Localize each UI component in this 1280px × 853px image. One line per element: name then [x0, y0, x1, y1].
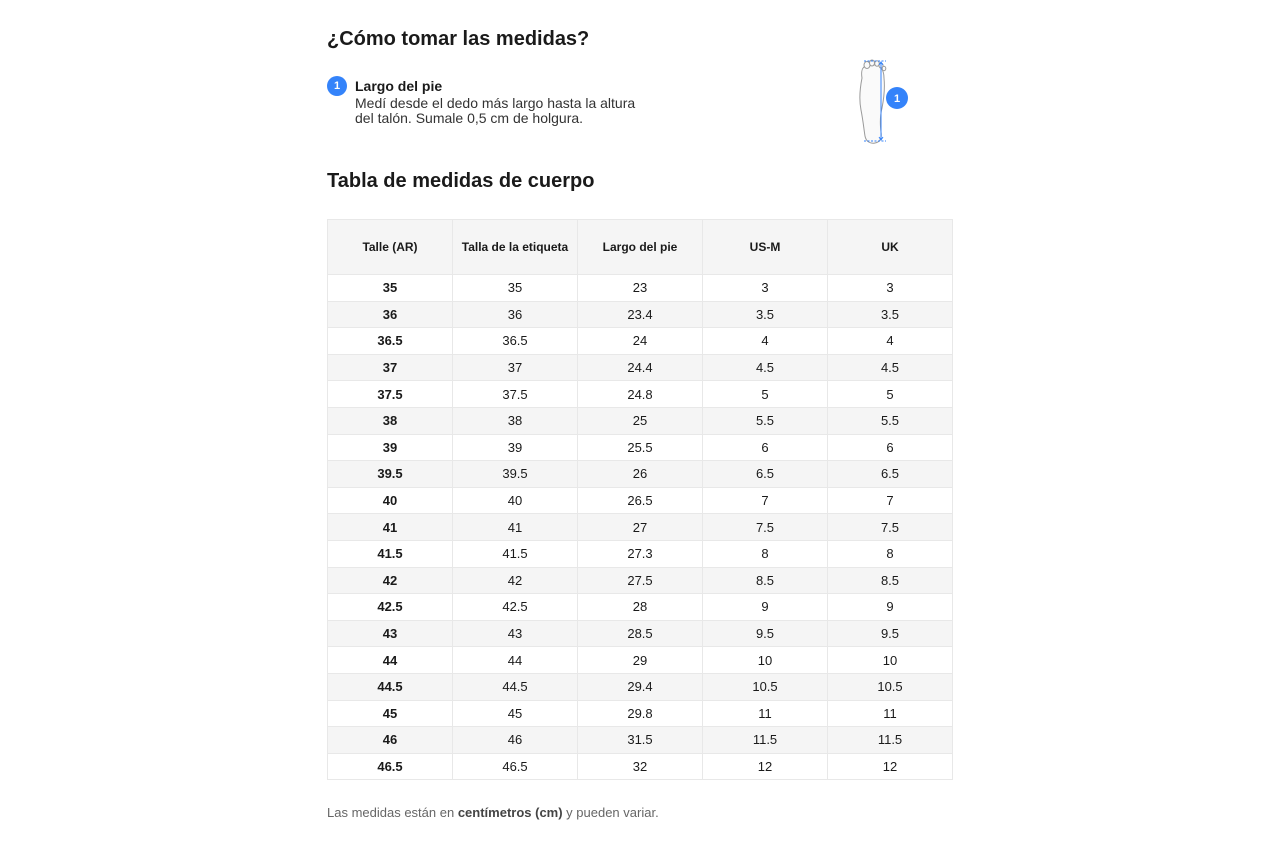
table-cell: 4.5	[703, 354, 828, 381]
table-header-row	[328, 220, 953, 275]
table-cell: 7	[703, 487, 828, 514]
table-cell: 25.5	[578, 434, 703, 461]
table-cell: 7.5	[703, 514, 828, 541]
table-cell: 7	[828, 487, 953, 514]
table-cell: 42.5	[328, 594, 453, 621]
table-row	[328, 620, 953, 647]
table-cell: 24.4	[578, 354, 703, 381]
howto-title: ¿Cómo tomar las medidas?	[327, 28, 590, 50]
table-cell: 4	[828, 328, 953, 355]
table-row	[328, 301, 953, 328]
table-cell: 9	[703, 594, 828, 621]
table-cell: 43	[328, 620, 453, 647]
table-cell: 44	[328, 647, 453, 674]
table-cell: 35	[328, 275, 453, 302]
table-cell: 4.5	[828, 354, 953, 381]
table-cell: 41	[453, 514, 578, 541]
table-cell: 39.5	[453, 461, 578, 488]
table-cell: 35	[453, 275, 578, 302]
table-cell: 6.5	[828, 461, 953, 488]
table-cell: 29.4	[578, 673, 703, 700]
size-table-body	[328, 275, 953, 780]
table-cell: 6	[703, 434, 828, 461]
table-row	[328, 434, 953, 461]
table-cell: 8.5	[703, 567, 828, 594]
table-cell: 24.8	[578, 381, 703, 408]
table-row	[328, 594, 953, 621]
table-row	[328, 381, 953, 408]
table-cell: 46	[328, 727, 453, 754]
table-row	[328, 514, 953, 541]
table-row	[328, 275, 953, 302]
table-cell: 8	[828, 540, 953, 567]
table-cell: 10.5	[703, 673, 828, 700]
table-row	[328, 328, 953, 355]
table-cell: 39	[328, 434, 453, 461]
table-cell: 39.5	[328, 461, 453, 488]
table-cell: 42	[453, 567, 578, 594]
table-cell: 10	[703, 647, 828, 674]
table-cell: 40	[328, 487, 453, 514]
table-cell: 27.5	[578, 567, 703, 594]
table-cell: 5	[828, 381, 953, 408]
table-cell: 3	[828, 275, 953, 302]
step-title: Largo del pie	[355, 78, 443, 94]
header-talla-etiqueta: Talla de la etiqueta	[453, 220, 578, 275]
table-cell: 3	[703, 275, 828, 302]
table-cell: 26.5	[578, 487, 703, 514]
table-cell: 42	[328, 567, 453, 594]
table-cell: 7.5	[828, 514, 953, 541]
table-cell: 29	[578, 647, 703, 674]
table-cell: 11.5	[703, 727, 828, 754]
table-cell: 5	[703, 381, 828, 408]
table-cell: 37.5	[328, 381, 453, 408]
table-row	[328, 407, 953, 434]
table-cell: 9.5	[703, 620, 828, 647]
foot-measure-icon	[844, 58, 914, 148]
table-cell: 29.8	[578, 700, 703, 727]
table-cell: 36.5	[453, 328, 578, 355]
table-cell: 12	[703, 753, 828, 780]
table-row	[328, 753, 953, 780]
table-cell: 5.5	[828, 407, 953, 434]
table-cell: 46.5	[328, 753, 453, 780]
table-row	[328, 567, 953, 594]
table-cell: 44	[453, 647, 578, 674]
table-cell: 39	[453, 434, 578, 461]
table-row	[328, 354, 953, 381]
table-cell: 36.5	[328, 328, 453, 355]
table-cell: 27.3	[578, 540, 703, 567]
table-cell: 36	[453, 301, 578, 328]
table-cell: 43	[453, 620, 578, 647]
table-row	[328, 727, 953, 754]
table-cell: 6.5	[703, 461, 828, 488]
table-cell: 23.4	[578, 301, 703, 328]
table-row	[328, 647, 953, 674]
footnote-prefix: Las medidas están en	[327, 805, 458, 820]
table-cell: 5.5	[703, 407, 828, 434]
table-cell: 10	[828, 647, 953, 674]
table-cell: 28.5	[578, 620, 703, 647]
table-cell: 44.5	[453, 673, 578, 700]
table-cell: 41.5	[453, 540, 578, 567]
step-description: Medí desde el dedo más largo hasta la altura del talón. Sumale 0,5 cm de holgura.	[355, 95, 636, 126]
table-cell: 38	[328, 407, 453, 434]
table-row	[328, 461, 953, 488]
table-cell: 8	[703, 540, 828, 567]
footnote-unit: centímetros (cm)	[457, 805, 563, 820]
table-cell: 11.5	[828, 727, 953, 754]
table-cell: 24	[578, 328, 703, 355]
table-cell: 11	[703, 700, 828, 727]
table-cell: 3.5	[828, 301, 953, 328]
table-cell: 41.5	[328, 540, 453, 567]
table-cell: 25	[578, 407, 703, 434]
table-cell: 41	[328, 514, 453, 541]
table-cell: 36	[328, 301, 453, 328]
table-row	[328, 673, 953, 700]
table-cell: 32	[578, 753, 703, 780]
table-cell: 6	[828, 434, 953, 461]
table-cell: 38	[453, 407, 578, 434]
table-row	[328, 487, 953, 514]
table-cell: 11	[828, 700, 953, 727]
footnote-suffix: y pueden variar.	[562, 805, 659, 820]
table-cell: 3.5	[703, 301, 828, 328]
table-cell: 45	[453, 700, 578, 727]
table-cell: 9.5	[828, 620, 953, 647]
step-number-badge: 1	[327, 76, 347, 96]
table-cell: 26	[578, 461, 703, 488]
table-cell: 37.5	[453, 381, 578, 408]
illustration-badge: 1	[893, 93, 901, 105]
table-cell: 4	[703, 328, 828, 355]
table-cell: 10.5	[828, 673, 953, 700]
table-cell: 31.5	[578, 727, 703, 754]
header-talle-ar: Talle (AR)	[328, 220, 453, 275]
table-cell: 42.5	[453, 594, 578, 621]
table-cell: 27	[578, 514, 703, 541]
table-cell: 46	[453, 727, 578, 754]
table-cell: 37	[328, 354, 453, 381]
header-largo-pie: Largo del pie	[578, 220, 703, 275]
table-cell: 40	[453, 487, 578, 514]
table-row	[328, 540, 953, 567]
size-table	[327, 219, 953, 780]
header-us-m: US-M	[703, 220, 828, 275]
table-cell: 12	[828, 753, 953, 780]
table-cell: 28	[578, 594, 703, 621]
table-cell: 45	[328, 700, 453, 727]
table-cell: 46.5	[453, 753, 578, 780]
units-footnote	[327, 805, 659, 820]
table-row	[328, 700, 953, 727]
table-cell: 8.5	[828, 567, 953, 594]
table-cell: 44.5	[328, 673, 453, 700]
table-title: Tabla de medidas de cuerpo	[327, 170, 595, 192]
table-cell: 23	[578, 275, 703, 302]
header-uk: UK	[828, 220, 953, 275]
table-cell: 37	[453, 354, 578, 381]
table-cell: 9	[828, 594, 953, 621]
